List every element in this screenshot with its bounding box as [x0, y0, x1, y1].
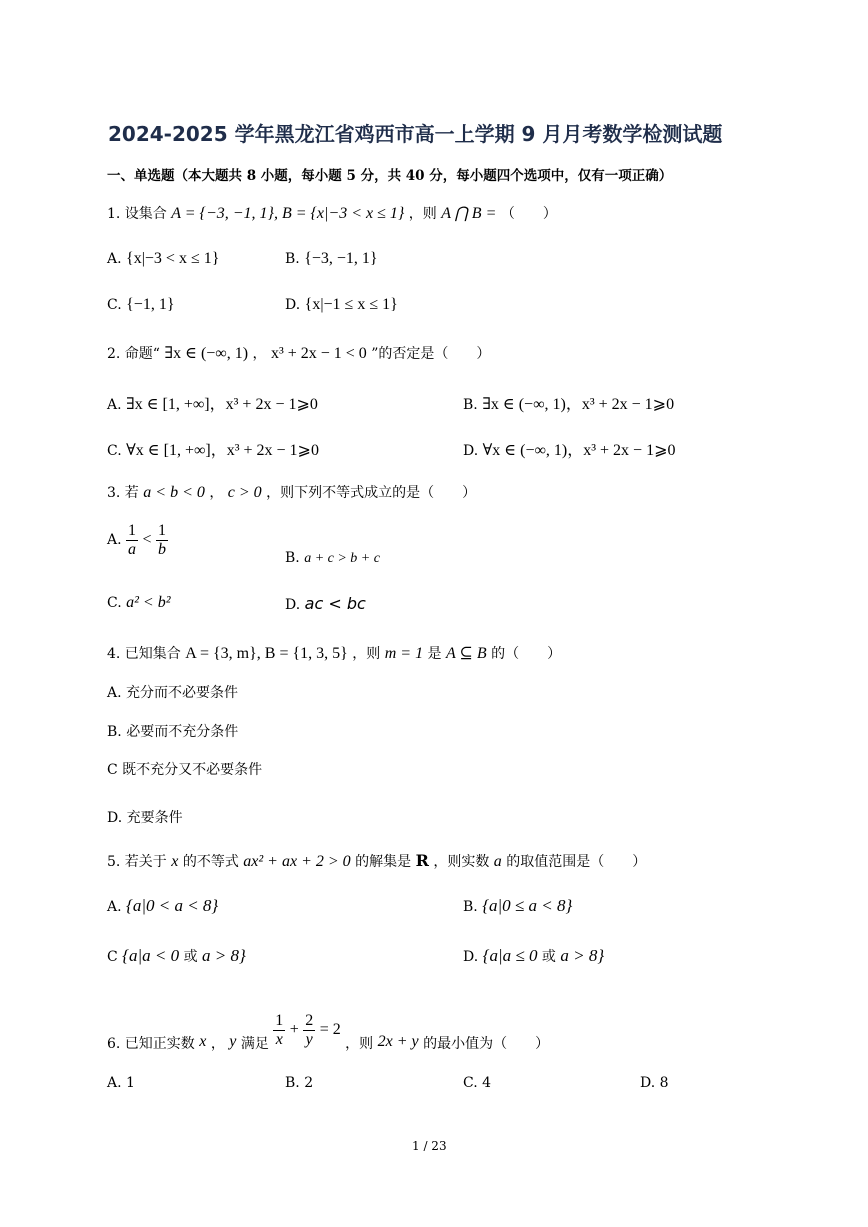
- q3-a-frac1: [126, 522, 138, 558]
- q5-d-value1: {a|a ≤ 0: [482, 946, 538, 965]
- q2-d-label: D.: [463, 443, 479, 459]
- q3-option-d[interactable]: [285, 594, 366, 613]
- q5-d-or: 或: [541, 949, 556, 965]
- q3-option-c[interactable]: [107, 594, 171, 612]
- q4-math2: m = 1: [384, 645, 424, 662]
- page-title: 2024-2025 学年黑龙江省鸡西市高一上学期 9 月月考数学检测试题: [108, 122, 723, 146]
- q4-option-c[interactable]: C 既不充分又不必要条件: [107, 762, 263, 778]
- q3-math: a < b < 0: [143, 484, 205, 501]
- q2-c-value: ∀x ∈ [1, +∞]，x³ + 2x − 1⩾0: [126, 442, 319, 459]
- q1-option-d[interactable]: [285, 296, 398, 314]
- q6-f2-den: y: [305, 1030, 313, 1048]
- q6-frac1: [273, 1012, 285, 1048]
- q5-text5: 的取值范围是（ ）: [506, 854, 647, 870]
- q6-eq: = 2: [319, 1021, 341, 1039]
- q2-text3: ”的否定是（ ）: [371, 346, 491, 362]
- q6-y: y: [229, 1033, 237, 1051]
- question-3-stem: [107, 482, 476, 502]
- q2-b-label: B.: [463, 397, 478, 413]
- section-header: 一、单选题（本大题共 8 小题，每小题 5 分，共 40 分，每小题四个选项中，仅有一项正确）: [107, 168, 673, 184]
- q3-b-label: B.: [285, 550, 300, 566]
- q5-math3: a: [493, 853, 502, 870]
- q4-text: 4. 已知集合: [107, 646, 181, 662]
- q3-text2: ，: [209, 485, 224, 501]
- q5-math: x: [171, 853, 179, 870]
- q5-a-value: {a|0 < a < 8}: [126, 896, 219, 915]
- q3-a-den2: b: [157, 540, 166, 558]
- q6-f1-num: 1: [275, 1012, 284, 1029]
- q3-d-value: ac < bc: [304, 594, 366, 613]
- q2-d-value: ∀x ∈ (−∞, 1)，x³ + 2x − 1⩾0: [482, 442, 676, 459]
- q3-option-a[interactable]: [107, 522, 168, 558]
- q3-a-label: A.: [107, 532, 122, 549]
- question-6-stem: [107, 1012, 549, 1053]
- q3-a-num2: 1: [157, 522, 166, 539]
- q1-a-value: {x|−3 < x ≤ 1}: [126, 250, 220, 267]
- q5-a-label: A.: [107, 899, 122, 915]
- q3-math2: c > 0: [227, 484, 262, 501]
- question-5-stem: [107, 851, 646, 871]
- q5-text3: 的解集是: [355, 854, 412, 870]
- q5-b-value: {a|0 ≤ a < 8}: [482, 896, 573, 915]
- q6-option-b[interactable]: B. 2: [285, 1075, 314, 1091]
- q4-math: A = {3, m}, B = {1, 3, 5}: [185, 645, 348, 662]
- q5-b-label: B.: [463, 899, 478, 915]
- q5-c-value1: {a|a < 0: [122, 946, 180, 965]
- q6-f2-num: 2: [305, 1012, 314, 1029]
- q1-a-label: A.: [107, 251, 122, 267]
- q2-text2: ，: [252, 346, 267, 362]
- q4-text2: ，则: [352, 646, 381, 662]
- q4-option-b[interactable]: B. 必要而不充分条件: [107, 724, 239, 740]
- q6-text2: 满足: [240, 1036, 269, 1053]
- question-4-stem: [107, 643, 561, 663]
- q6-comma: ，: [210, 1036, 225, 1053]
- q1-c-value: {−1, 1}: [126, 296, 175, 313]
- q2-text: 2. 命题“: [107, 346, 160, 362]
- q3-a-den1: a: [128, 540, 137, 558]
- q5-c-value2: a > 8}: [202, 946, 246, 965]
- q5-r: R: [415, 851, 429, 870]
- q2-option-b[interactable]: [463, 391, 674, 414]
- q3-text: 3. 若: [107, 485, 139, 501]
- q3-a-num1: 1: [128, 522, 137, 539]
- q1-paren: （ ）: [500, 206, 557, 222]
- q2-option-d[interactable]: [463, 437, 675, 460]
- q3-c-value: a² < b²: [126, 594, 171, 611]
- q6-option-d[interactable]: D. 8: [640, 1075, 669, 1091]
- q1-math: A = {−3, −1, 1}, B = {x|−3 < x ≤ 1}: [171, 205, 405, 222]
- q1-b-label: B.: [285, 251, 300, 267]
- q6-frac2: [303, 1012, 315, 1048]
- q1-d-label: D.: [285, 297, 301, 313]
- q5-math2: ax² + ax + 2 > 0: [243, 853, 351, 870]
- q5-text: 5. 若关于: [107, 854, 167, 870]
- page-number: 1 / 23: [412, 1139, 447, 1153]
- q4-math3: A ⊆ B: [446, 645, 487, 662]
- q1-math2: A ⋂ B =: [441, 205, 497, 222]
- q2-a-value: ∃x ∈ [1, +∞]，x³ + 2x − 1⩾0: [126, 396, 318, 413]
- q1-text2: ，则: [408, 206, 437, 222]
- q5-c-label: C: [107, 949, 118, 965]
- q2-a-label: A.: [107, 397, 122, 413]
- q5-text4: ，则实数: [433, 854, 490, 870]
- question-2-stem: [107, 343, 490, 363]
- q3-b-value: a + c > b + c: [304, 551, 380, 566]
- q1-option-a[interactable]: [107, 250, 219, 268]
- q5-c-or: 或: [183, 949, 198, 965]
- q6-x: x: [199, 1033, 207, 1051]
- q2-math: ∃x ∈ (−∞, 1): [164, 345, 249, 362]
- question-1-stem: [107, 203, 557, 223]
- q5-option-a[interactable]: [107, 896, 218, 916]
- q3-option-b[interactable]: [285, 550, 380, 567]
- q4-text4: 的（ ）: [491, 646, 562, 662]
- q1-option-c[interactable]: [107, 296, 175, 314]
- q4-option-a[interactable]: A. 充分而不必要条件: [107, 685, 239, 701]
- q6-text3: ，则: [345, 1036, 374, 1053]
- q2-option-c[interactable]: [107, 437, 319, 460]
- q6-text4: 的最小值为（ ）: [423, 1036, 550, 1053]
- q3-a-op: <: [142, 531, 152, 549]
- q5-d-label: D.: [463, 949, 479, 965]
- q1-d-value: {x|−1 ≤ x ≤ 1}: [304, 296, 398, 313]
- q1-c-label: C.: [107, 297, 122, 313]
- q3-d-label: D.: [285, 597, 301, 613]
- q5-option-b[interactable]: [463, 896, 572, 916]
- q2-option-a[interactable]: [107, 391, 318, 414]
- q5-option-c[interactable]: [107, 946, 246, 966]
- q6-text: 6. 已知正实数: [107, 1036, 195, 1053]
- q4-option-d[interactable]: D. 充要条件: [107, 810, 183, 826]
- q6-option-c[interactable]: C. 4: [463, 1075, 492, 1091]
- q6-math2: 2x + y: [377, 1033, 419, 1051]
- q4-text3: 是: [427, 646, 442, 662]
- q6-option-a[interactable]: A. 1: [107, 1075, 135, 1091]
- q3-text3: ，则下列不等式成立的是（ ）: [266, 485, 477, 501]
- q2-math2: x³ + 2x − 1 < 0: [270, 345, 367, 362]
- q5-d-value2: a > 8}: [560, 946, 605, 965]
- q3-c-label: C.: [107, 595, 122, 611]
- q3-a-frac2: [156, 522, 168, 558]
- q2-c-label: C.: [107, 443, 122, 459]
- q5-option-d[interactable]: [463, 946, 604, 966]
- q5-text2: 的不等式: [182, 854, 239, 870]
- q2-b-value: ∃x ∈ (−∞, 1)，x³ + 2x − 1⩾0: [482, 396, 675, 413]
- q6-f1-den: x: [275, 1030, 283, 1048]
- q1-text: 1. 设集合: [107, 206, 167, 222]
- q1-option-b[interactable]: [285, 250, 378, 268]
- q6-plus: +: [289, 1021, 299, 1039]
- q1-b-value: {−3, −1, 1}: [304, 250, 378, 267]
